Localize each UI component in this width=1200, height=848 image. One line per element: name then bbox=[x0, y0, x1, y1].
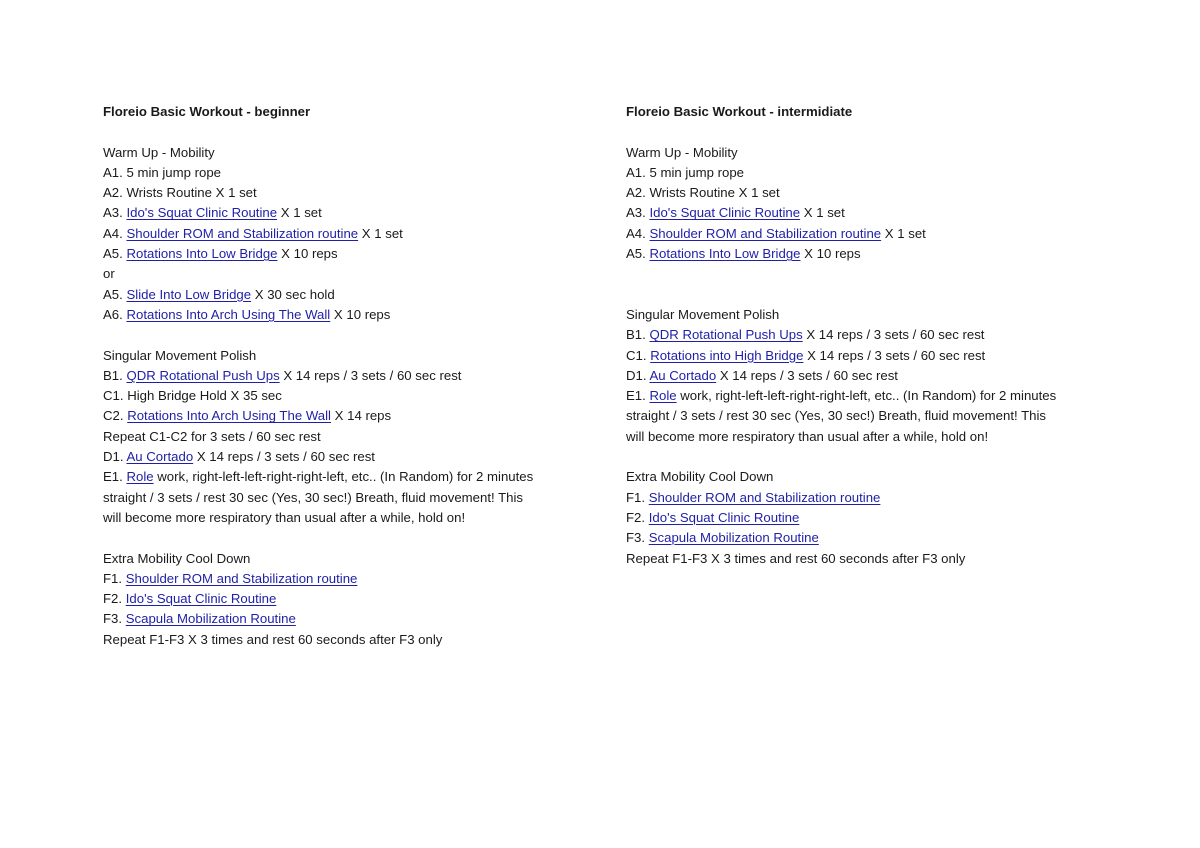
repeat-f-note: Repeat F1-F3 X 3 times and rest 60 seconds after F3 only bbox=[626, 550, 966, 566]
item-prefix: F1. bbox=[626, 489, 646, 505]
item-suffix: X 1 set bbox=[358, 225, 403, 241]
item-prefix: B1. bbox=[103, 367, 123, 383]
item-prefix: C1. bbox=[626, 347, 647, 363]
beginner-workout-column bbox=[103, 102, 573, 650]
squat-clinic-link[interactable]: Ido's Squat Clinic Routine bbox=[126, 205, 278, 221]
item-f2 bbox=[103, 589, 573, 609]
polish-heading: Singular Movement Polish bbox=[626, 306, 780, 322]
item-a3 bbox=[626, 203, 1096, 223]
item-e1-continued: straight / 3 sets / rest 30 sec (Yes, 30 sec!) Breath, fluid movement! This bbox=[103, 489, 523, 505]
item-prefix: F2. bbox=[103, 591, 123, 607]
item-prefix: D1. bbox=[103, 449, 124, 465]
spacer bbox=[626, 447, 1096, 467]
item-suffix: X 14 reps / 3 sets / 60 sec rest bbox=[193, 449, 375, 465]
squat-clinic-link[interactable]: Ido's Squat Clinic Routine bbox=[649, 205, 801, 221]
item-b1 bbox=[103, 366, 573, 386]
item-a6 bbox=[103, 305, 573, 325]
item-a5-alt bbox=[103, 285, 573, 305]
rotations-high-bridge-link[interactable]: Rotations into High Bridge bbox=[650, 347, 804, 363]
item-prefix: F3. bbox=[103, 611, 123, 627]
item-prefix: F2. bbox=[626, 509, 646, 525]
item-prefix: A5. bbox=[103, 286, 123, 302]
item-prefix: A2. bbox=[103, 185, 123, 201]
item-text: Wrists Routine X 1 set bbox=[122, 185, 257, 201]
repeat-f-note: Repeat F1-F3 X 3 times and rest 60 seconds after F3 only bbox=[103, 631, 443, 647]
item-a5 bbox=[103, 244, 573, 264]
item-e1 bbox=[103, 467, 573, 487]
item-c1 bbox=[103, 386, 573, 406]
rotations-arch-wall-link[interactable]: Rotations Into Arch Using The Wall bbox=[127, 408, 331, 424]
item-text: 5 min jump rope bbox=[645, 164, 745, 180]
item-text: Wrists Routine X 1 set bbox=[645, 185, 780, 201]
item-suffix: X 14 reps / 3 sets / 60 sec rest bbox=[802, 327, 985, 343]
item-prefix: A5. bbox=[103, 246, 123, 262]
item-f1 bbox=[626, 488, 1096, 508]
warmup-heading: Warm Up - Mobility bbox=[626, 144, 738, 160]
shoulder-rom-link[interactable]: Shoulder ROM and Stabilization routine bbox=[125, 570, 358, 586]
item-e1-continued: straight / 3 sets / rest 30 sec (Yes, 30 sec!) Breath, fluid movement! This bbox=[626, 408, 1046, 424]
item-prefix: D1. bbox=[626, 367, 647, 383]
repeat-c-note: Repeat C1-C2 for 3 sets / 60 sec rest bbox=[103, 428, 321, 444]
scapula-mobilization-link[interactable]: Scapula Mobilization Routine bbox=[125, 611, 296, 627]
item-prefix: C1. bbox=[103, 388, 124, 404]
item-prefix: A3. bbox=[626, 205, 646, 221]
rotations-low-bridge-link[interactable]: Rotations Into Low Bridge bbox=[126, 246, 278, 262]
role-link[interactable]: Role bbox=[126, 469, 154, 485]
intermediate-title: Floreio Basic Workout - intermidiate bbox=[626, 104, 853, 119]
item-suffix: X 10 reps bbox=[800, 246, 861, 262]
item-a1 bbox=[103, 163, 573, 183]
au-cortado-link[interactable]: Au Cortado bbox=[649, 367, 717, 383]
item-d1 bbox=[103, 447, 573, 467]
item-a1 bbox=[626, 163, 1096, 183]
cooldown-heading: Extra Mobility Cool Down bbox=[103, 550, 251, 566]
item-text: 5 min jump rope bbox=[122, 164, 222, 180]
item-suffix: work, right-left-left-right-right-left, etc.. (In Random) for 2 minutes bbox=[153, 469, 534, 485]
cooldown-heading: Extra Mobility Cool Down bbox=[626, 469, 774, 485]
or-text: or bbox=[103, 266, 115, 282]
item-d1 bbox=[626, 366, 1096, 386]
item-suffix: X 14 reps / 3 sets / 60 sec rest bbox=[716, 367, 898, 383]
squat-clinic-link[interactable]: Ido's Squat Clinic Routine bbox=[648, 509, 800, 525]
item-c2 bbox=[103, 406, 573, 426]
item-suffix: X 30 sec hold bbox=[251, 286, 335, 302]
item-a4 bbox=[103, 224, 573, 244]
item-suffix: X 14 reps bbox=[330, 408, 392, 424]
rotations-arch-wall-link[interactable]: Rotations Into Arch Using The Wall bbox=[126, 306, 331, 322]
item-f1 bbox=[103, 569, 573, 589]
slide-low-bridge-link[interactable]: Slide Into Low Bridge bbox=[126, 286, 252, 302]
item-prefix: F3. bbox=[626, 530, 646, 546]
item-a5 bbox=[626, 244, 1096, 264]
item-a2 bbox=[626, 183, 1096, 203]
scapula-mobilization-link[interactable]: Scapula Mobilization Routine bbox=[648, 530, 819, 546]
intermediate-workout-column bbox=[626, 102, 1096, 569]
item-prefix: E1. bbox=[626, 388, 646, 404]
item-prefix: A2. bbox=[626, 185, 646, 201]
squat-clinic-link[interactable]: Ido's Squat Clinic Routine bbox=[125, 591, 277, 607]
item-a3 bbox=[103, 203, 573, 223]
spacer bbox=[103, 528, 573, 548]
item-f3 bbox=[103, 609, 573, 629]
item-prefix: A3. bbox=[103, 205, 123, 221]
item-prefix: A1. bbox=[103, 164, 123, 180]
item-f3 bbox=[626, 528, 1096, 548]
item-suffix: X 1 set bbox=[277, 205, 322, 221]
item-suffix: X 14 reps / 3 sets / 60 sec rest bbox=[279, 367, 462, 383]
item-suffix: X 1 set bbox=[800, 205, 845, 221]
item-prefix: B1. bbox=[626, 327, 646, 343]
item-suffix: X 10 reps bbox=[277, 246, 338, 262]
item-prefix: C2. bbox=[103, 408, 124, 424]
qdr-push-ups-link[interactable]: QDR Rotational Push Ups bbox=[126, 367, 280, 383]
item-text: High Bridge Hold X 35 sec bbox=[123, 388, 282, 404]
item-prefix: E1. bbox=[103, 469, 123, 485]
item-e1-continued: will become more respiratory than usual after a while, hold on! bbox=[103, 509, 466, 525]
item-c1 bbox=[626, 346, 1096, 366]
spacer bbox=[626, 264, 1096, 284]
shoulder-rom-link[interactable]: Shoulder ROM and Stabilization routine bbox=[648, 489, 881, 505]
item-suffix: work, right-left-left-right-right-left, etc.. (In Random) for 2 minutes bbox=[676, 388, 1057, 404]
beginner-title: Floreio Basic Workout - beginner bbox=[103, 104, 311, 119]
item-a4 bbox=[626, 224, 1096, 244]
warmup-heading: Warm Up - Mobility bbox=[103, 144, 215, 160]
spacer bbox=[626, 285, 1096, 305]
item-e1-continued: will become more respiratory than usual after a while, hold on! bbox=[626, 428, 989, 444]
qdr-push-ups-link[interactable]: QDR Rotational Push Ups bbox=[649, 327, 803, 343]
item-b1 bbox=[626, 325, 1096, 345]
item-prefix: A4. bbox=[626, 225, 646, 241]
item-f2 bbox=[626, 508, 1096, 528]
spacer bbox=[103, 122, 573, 142]
item-prefix: A1. bbox=[626, 164, 646, 180]
spacer bbox=[626, 122, 1096, 142]
item-suffix: X 14 reps / 3 sets / 60 sec rest bbox=[803, 347, 986, 363]
shoulder-rom-link[interactable]: Shoulder ROM and Stabilization routine bbox=[649, 225, 882, 241]
item-prefix: A6. bbox=[103, 306, 123, 322]
item-prefix: F1. bbox=[103, 570, 123, 586]
item-prefix: A5. bbox=[626, 246, 646, 262]
item-e1 bbox=[626, 386, 1096, 406]
item-a2 bbox=[103, 183, 573, 203]
spacer bbox=[103, 325, 573, 345]
item-prefix: A4. bbox=[103, 225, 123, 241]
role-link[interactable]: Role bbox=[649, 388, 677, 404]
item-suffix: X 1 set bbox=[881, 225, 926, 241]
polish-heading: Singular Movement Polish bbox=[103, 347, 257, 363]
au-cortado-link[interactable]: Au Cortado bbox=[126, 449, 194, 465]
item-suffix: X 10 reps bbox=[330, 306, 391, 322]
rotations-low-bridge-link[interactable]: Rotations Into Low Bridge bbox=[649, 246, 801, 262]
shoulder-rom-link[interactable]: Shoulder ROM and Stabilization routine bbox=[126, 225, 359, 241]
